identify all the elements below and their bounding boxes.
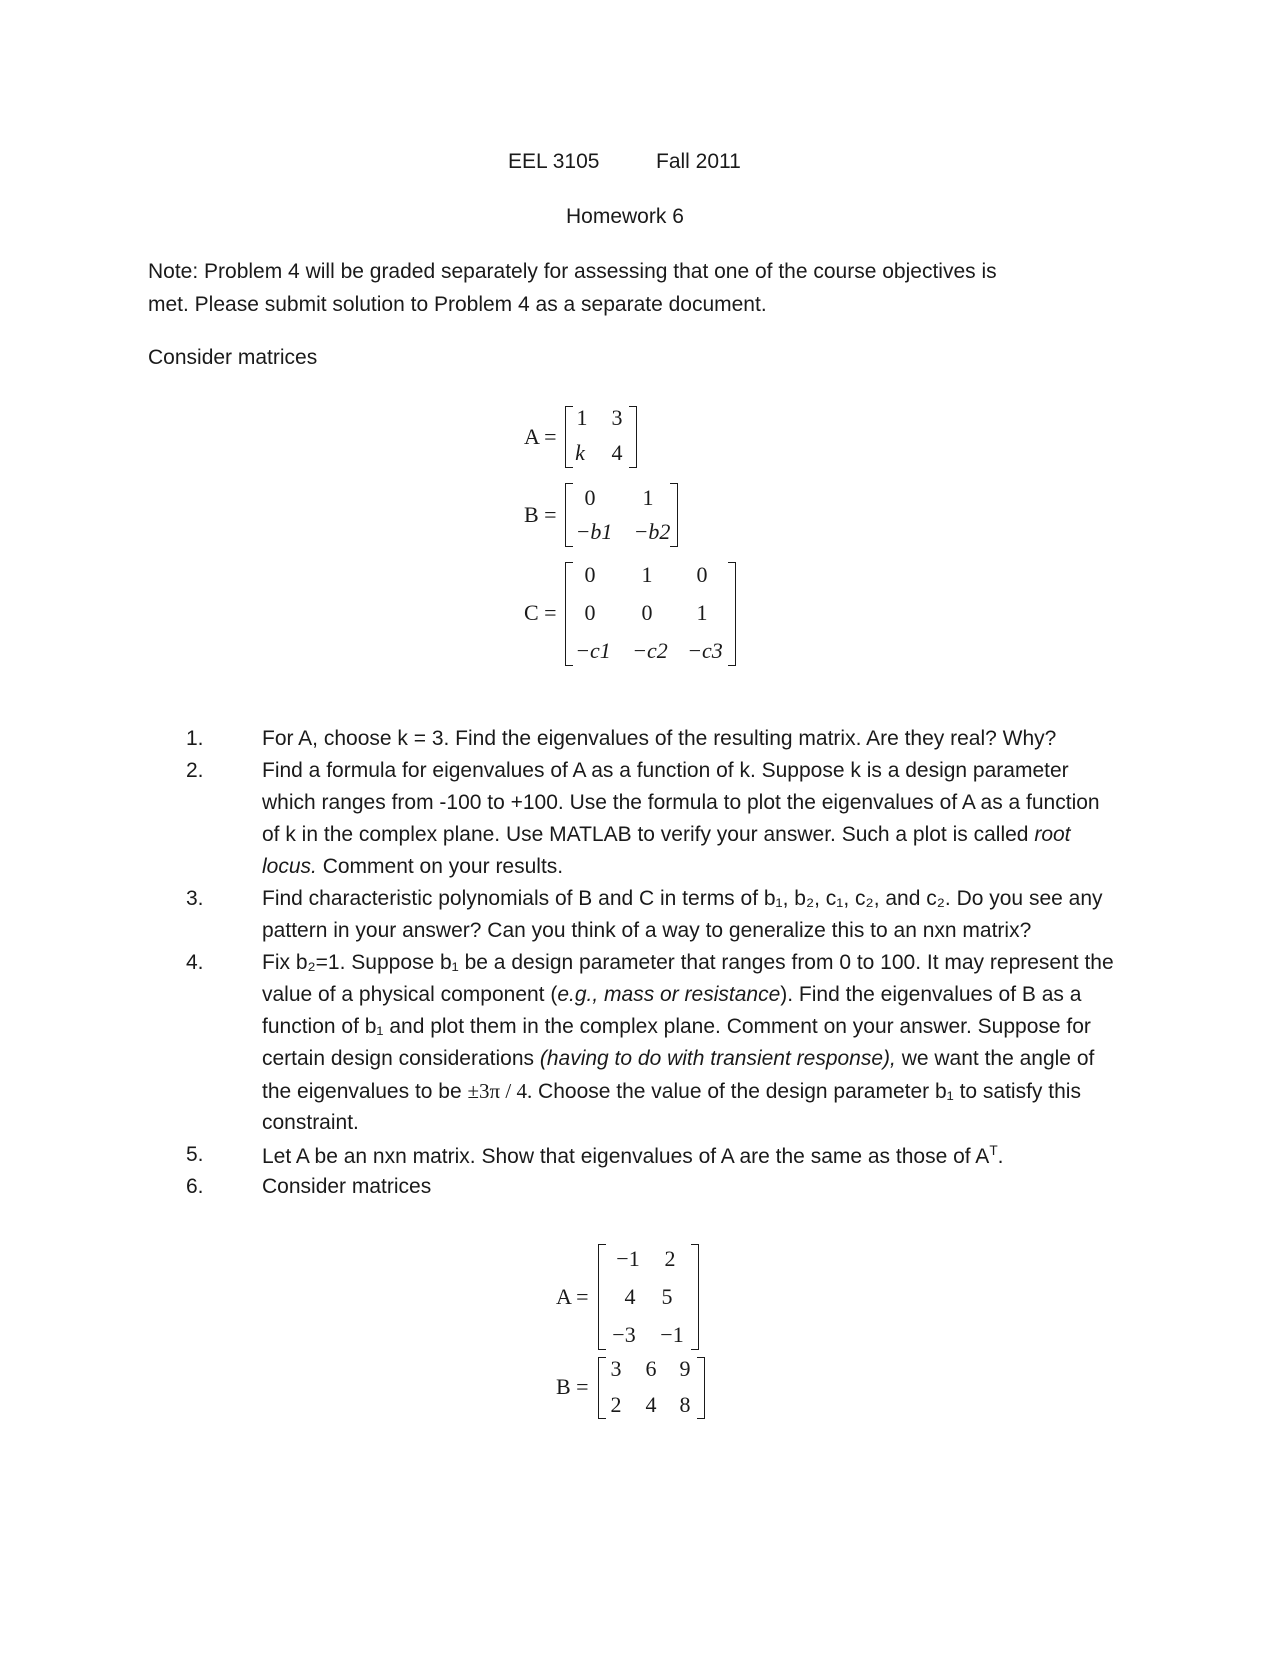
matrix-a2-cell: 5: [661, 1284, 673, 1309]
matrix-c-cell: −c2: [632, 638, 668, 663]
problem-2-line: which ranges from -100 to +100. Use the formula to plot the eigenvalues of A as a function: [262, 791, 1100, 814]
matrix-a2-cell: 2: [664, 1246, 676, 1271]
problem-number: 1.: [186, 727, 204, 750]
problem-6-text: Consider matrices: [262, 1175, 432, 1198]
problem-4-line: constraint.: [262, 1111, 359, 1134]
matrix-b-cell: −b2: [633, 519, 671, 544]
note-line-2: met. Please submit solution to Problem 4 as a separate document.: [148, 293, 767, 316]
matrix-a-label: A =: [524, 424, 557, 449]
problem-number: 2.: [186, 759, 204, 782]
matrix-b2-cell: 8: [679, 1392, 691, 1417]
matrix-c-cell: 1: [641, 562, 653, 587]
problem-4-line: certain design considerations (having to do with transient response), we want the angle of: [262, 1047, 1095, 1070]
matrix-b-cell: 1: [642, 485, 654, 510]
matrix-a-cell: 4: [611, 440, 623, 465]
matrix-a2-cell: −1: [660, 1322, 684, 1347]
problem-4-line: function of b₁ and plot them in the complex plane. Comment on your answer. Suppose for: [262, 1015, 1091, 1038]
matrix-c-cell: 1: [696, 600, 708, 625]
matrix-c-cell: −c3: [687, 638, 723, 663]
matrix-b-label: B =: [524, 502, 557, 527]
matrix-c-cell: 0: [584, 600, 596, 625]
problem-number: 3.: [186, 887, 204, 910]
course-code: EEL 3105: [508, 150, 600, 173]
matrix-a2-cell: 4: [624, 1284, 636, 1309]
problem-1-text: For A, choose k = 3. Find the eigenvalues of the resulting matrix. Are they real? Why?: [262, 727, 1057, 750]
matrix-a2-cell: −3: [612, 1322, 636, 1347]
problem-2-line: locus. Comment on your results.: [262, 855, 564, 878]
matrix-b-cell: 0: [584, 485, 596, 510]
matrix-b2-cell: 9: [679, 1356, 691, 1381]
matrix-c-cell: 0: [584, 562, 596, 587]
matrix-c-cell: 0: [696, 562, 708, 587]
matrix-b2-label: B =: [556, 1374, 589, 1399]
matrix-b2-cell: 2: [610, 1392, 622, 1417]
matrix-a-cell: 1: [576, 405, 588, 430]
problem-number: 5.: [186, 1143, 204, 1166]
note-line-1: Note: Problem 4 will be graded separately for assessing that one of the course objectives is: [148, 260, 997, 283]
matrix-b2-cell: 3: [610, 1356, 622, 1381]
intro-text: Consider matrices: [148, 346, 318, 369]
matrix-a2-cell: −1: [616, 1246, 640, 1271]
problem-3-line: Find characteristic polynomials of B and C in terms of b₁, b₂, c₁, c₂, and c₂. Do you see any: [262, 887, 1103, 910]
problem-5-text: Let A be an nxn matrix. Show that eigenvalues of A are the same as those of $A^T$.: [262, 1143, 1004, 1168]
problem-3-line: pattern in your answer? Can you think of a way to generalize this to an nxn matrix?: [262, 919, 1032, 942]
matrix-c-cell: 0: [641, 600, 653, 625]
matrix-a-cell: k: [575, 440, 585, 465]
matrix-b2-cell: 6: [645, 1356, 657, 1381]
problem-2-line: of k in the complex plane. Use MATLAB to verify your answer. Such a plot is called root: [262, 823, 1071, 846]
matrix-a2-label: A =: [556, 1284, 589, 1309]
term: Fall 2011: [656, 150, 741, 173]
matrix-a-cell: 3: [611, 405, 623, 430]
matrix-c-label: C =: [524, 600, 557, 625]
matrix-b2-cell: 4: [645, 1392, 657, 1417]
page-title: Homework 6: [566, 205, 684, 228]
problem-4-line: Fix b₂=1. Suppose b₁ be a design parameter that ranges from 0 to 100. It may represent the: [262, 951, 1114, 974]
problem-2-line: Find a formula for eigenvalues of A as a function of k. Suppose k is a design parameter: [262, 759, 1069, 782]
problem-number: 6.: [186, 1175, 204, 1198]
matrix-b-cell: −b1: [575, 519, 613, 544]
problem-number: 4.: [186, 951, 204, 974]
problem-4-line: the eigenvalues to be ±3π / 4. Choose the value of the design parameter b₁ to satisfy this: [262, 1079, 1081, 1103]
problem-4-line: value of a physical component (e.g., mass or resistance). Find the eigenvalues of B as a: [262, 983, 1082, 1006]
matrix-c-cell: −c1: [575, 638, 611, 663]
